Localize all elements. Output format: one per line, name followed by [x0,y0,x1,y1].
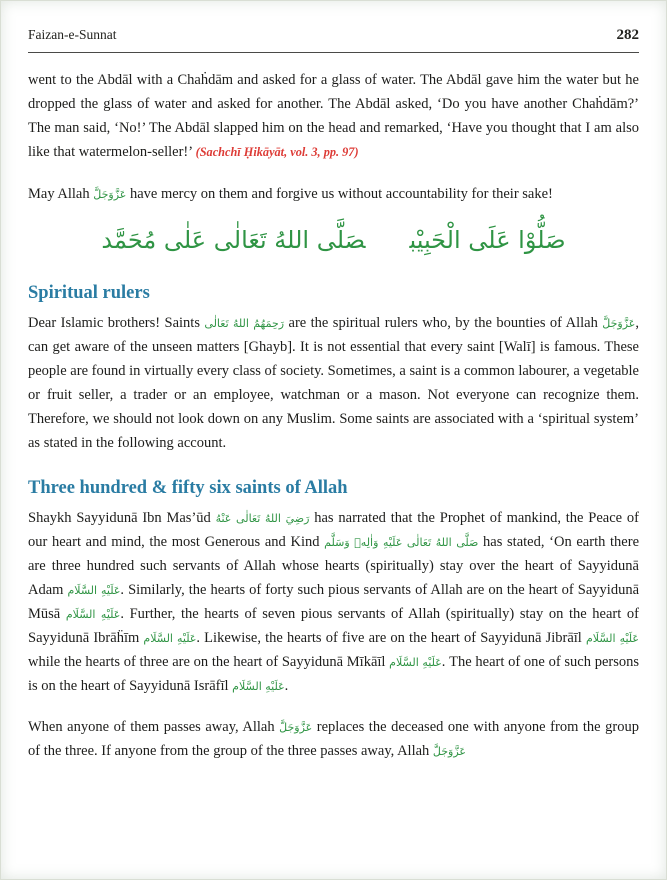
page-number: 282 [616,27,639,43]
paragraph-356-saints [28,506,639,698]
heading-spiritual-rulers: Spiritual rulers [28,283,150,303]
citation-reference: (Sachchī Ḥikāyāt, vol. 3, pp. 97) [195,145,359,159]
paragraph-dua [28,182,639,206]
text-run: . Further, the hearts of seven pious servants of Allah (spiritually) stay on the heart of Sayyidunā Ibrāḧīm [28,606,639,646]
page-header [28,27,639,44]
arabic-honorific-alayhissalam: عَلَيْهِ السَّلَام [143,632,197,645]
text-run: When anyone of them passes away, Allah [28,719,280,735]
arabic-honorific-azzawajal: عَزَّوَجَلَّ [432,745,466,758]
arabic-honorific-sallallahu: صَلَّى اللهُ تَعَالٰى عَلَيْهِ وَاٰلِهٖ وَسَلَّم [324,536,479,549]
arabic-honorific-azzawajal: عَزَّوَجَلَّ [602,317,636,330]
text-run: . Similarly, the hearts of forty such pious servants of Allah are on the heart of Sayyidunā Mūsā [28,582,640,622]
text-run: May Allah [28,186,94,202]
header-rule [28,52,639,53]
arabic-honorific-alayhissalam: عَلَيْهِ السَّلَام [232,680,285,693]
text-run: have mercy on them and forgive us without accountability for their sake! [126,186,553,202]
arabic-honorific-alayhissalam: عَلَيْهِ السَّلَام [67,584,121,597]
text-run: Dear Islamic brothers! Saints [28,315,205,331]
text-run: . Likewise, the hearts of five are on the heart of Sayyidunā Jibrāīl [196,630,586,646]
book-title: Faizan-e-Sunnat [28,27,117,42]
text-run: . [284,678,289,694]
arabic-honorific-alayhissalam: عَلَيْهِ السَّلَام [65,608,121,621]
heading-356-saints: Three hundred & fifty six saints of Allah [28,478,348,498]
salat-phrase-left: صَلَّى اللهُ تَعَالٰى عَلٰى مُحَمَّد [101,226,366,254]
text-run: Shaykh Sayyidunā Ibn Mas’ūd [28,510,216,526]
salat-phrase-right: صَلُّوْا عَلَى الْحَبِيْب [409,226,566,254]
text-run: has stated, ‘On earth there are three hundred such servants of Allah whose hearts (spiritually) stay over the heart of Sayyidunā Adam [28,534,640,598]
text-run: are the spiritual rulers who, by the bounties of Allah [284,315,603,331]
text-run: went to the Abdāl with a Chaḣdām and asked for a glass of water. The Abdāl gave him the water but he dropped the glass of water and asked for another. The Abdāl asked, ‘Do you have another Chaḣdām?’ The man said, ‘No!’ The Abdāl slapped him on the head and remarked, ‘Have you thought that I am also like that watermelon-seller!’ [28,72,639,160]
arabic-honorific-alayhissalam: عَلَيْهِ السَّلَام [389,656,442,669]
arabic-honorific-alayhissalam: عَلَيْهِ السَّلَام [585,632,639,645]
text-run: replaces the deceased one with anyone from the group of the three. If anyone from the group of the three passes away, Allah [28,719,639,759]
paragraph-spiritual-rulers [28,311,639,455]
text-run: . The heart of one of such persons is on the heart of Sayyidunā Isrāfīl [28,654,639,694]
paragraph-replacement [28,715,639,763]
text-run: has narrated that the Prophet of mankind, the Peace of our heart and mind, the most Generous and Kind [28,510,639,550]
salat-calligraphy [28,220,639,260]
arabic-honorific-radiyallahu: رَضِيَ اللهُ تَعَالٰى عَنْهُ [215,512,310,525]
arabic-honorific-rahimahum: رَحِمَهُمُ اللهُ تَعَالٰى [204,317,285,330]
text-run: , can get aware of the unseen matters [Ghayb]. It is not essential that every saint [Walī] is famous. These people are found in virtually every class of society. Sometimes, a saint is a common labourer, a vegetable or fruit seller, a trader or an employee, watchman or a mason. Not everyone can recognize them. Therefore, we should not look down on any Muslim. Some saints are associated with a ‘spiritual system’ as stated in the following account. [28,315,639,451]
arabic-honorific-azzawajal: عَزَّوَجَلَّ [93,188,127,201]
text-run: while the hearts of three are on the heart of Sayyidunā Mīkāīl [28,654,390,670]
paragraph-abdal-story [28,68,639,164]
arabic-honorific-azzawajal: عَزَّوَجَلَّ [279,721,313,734]
